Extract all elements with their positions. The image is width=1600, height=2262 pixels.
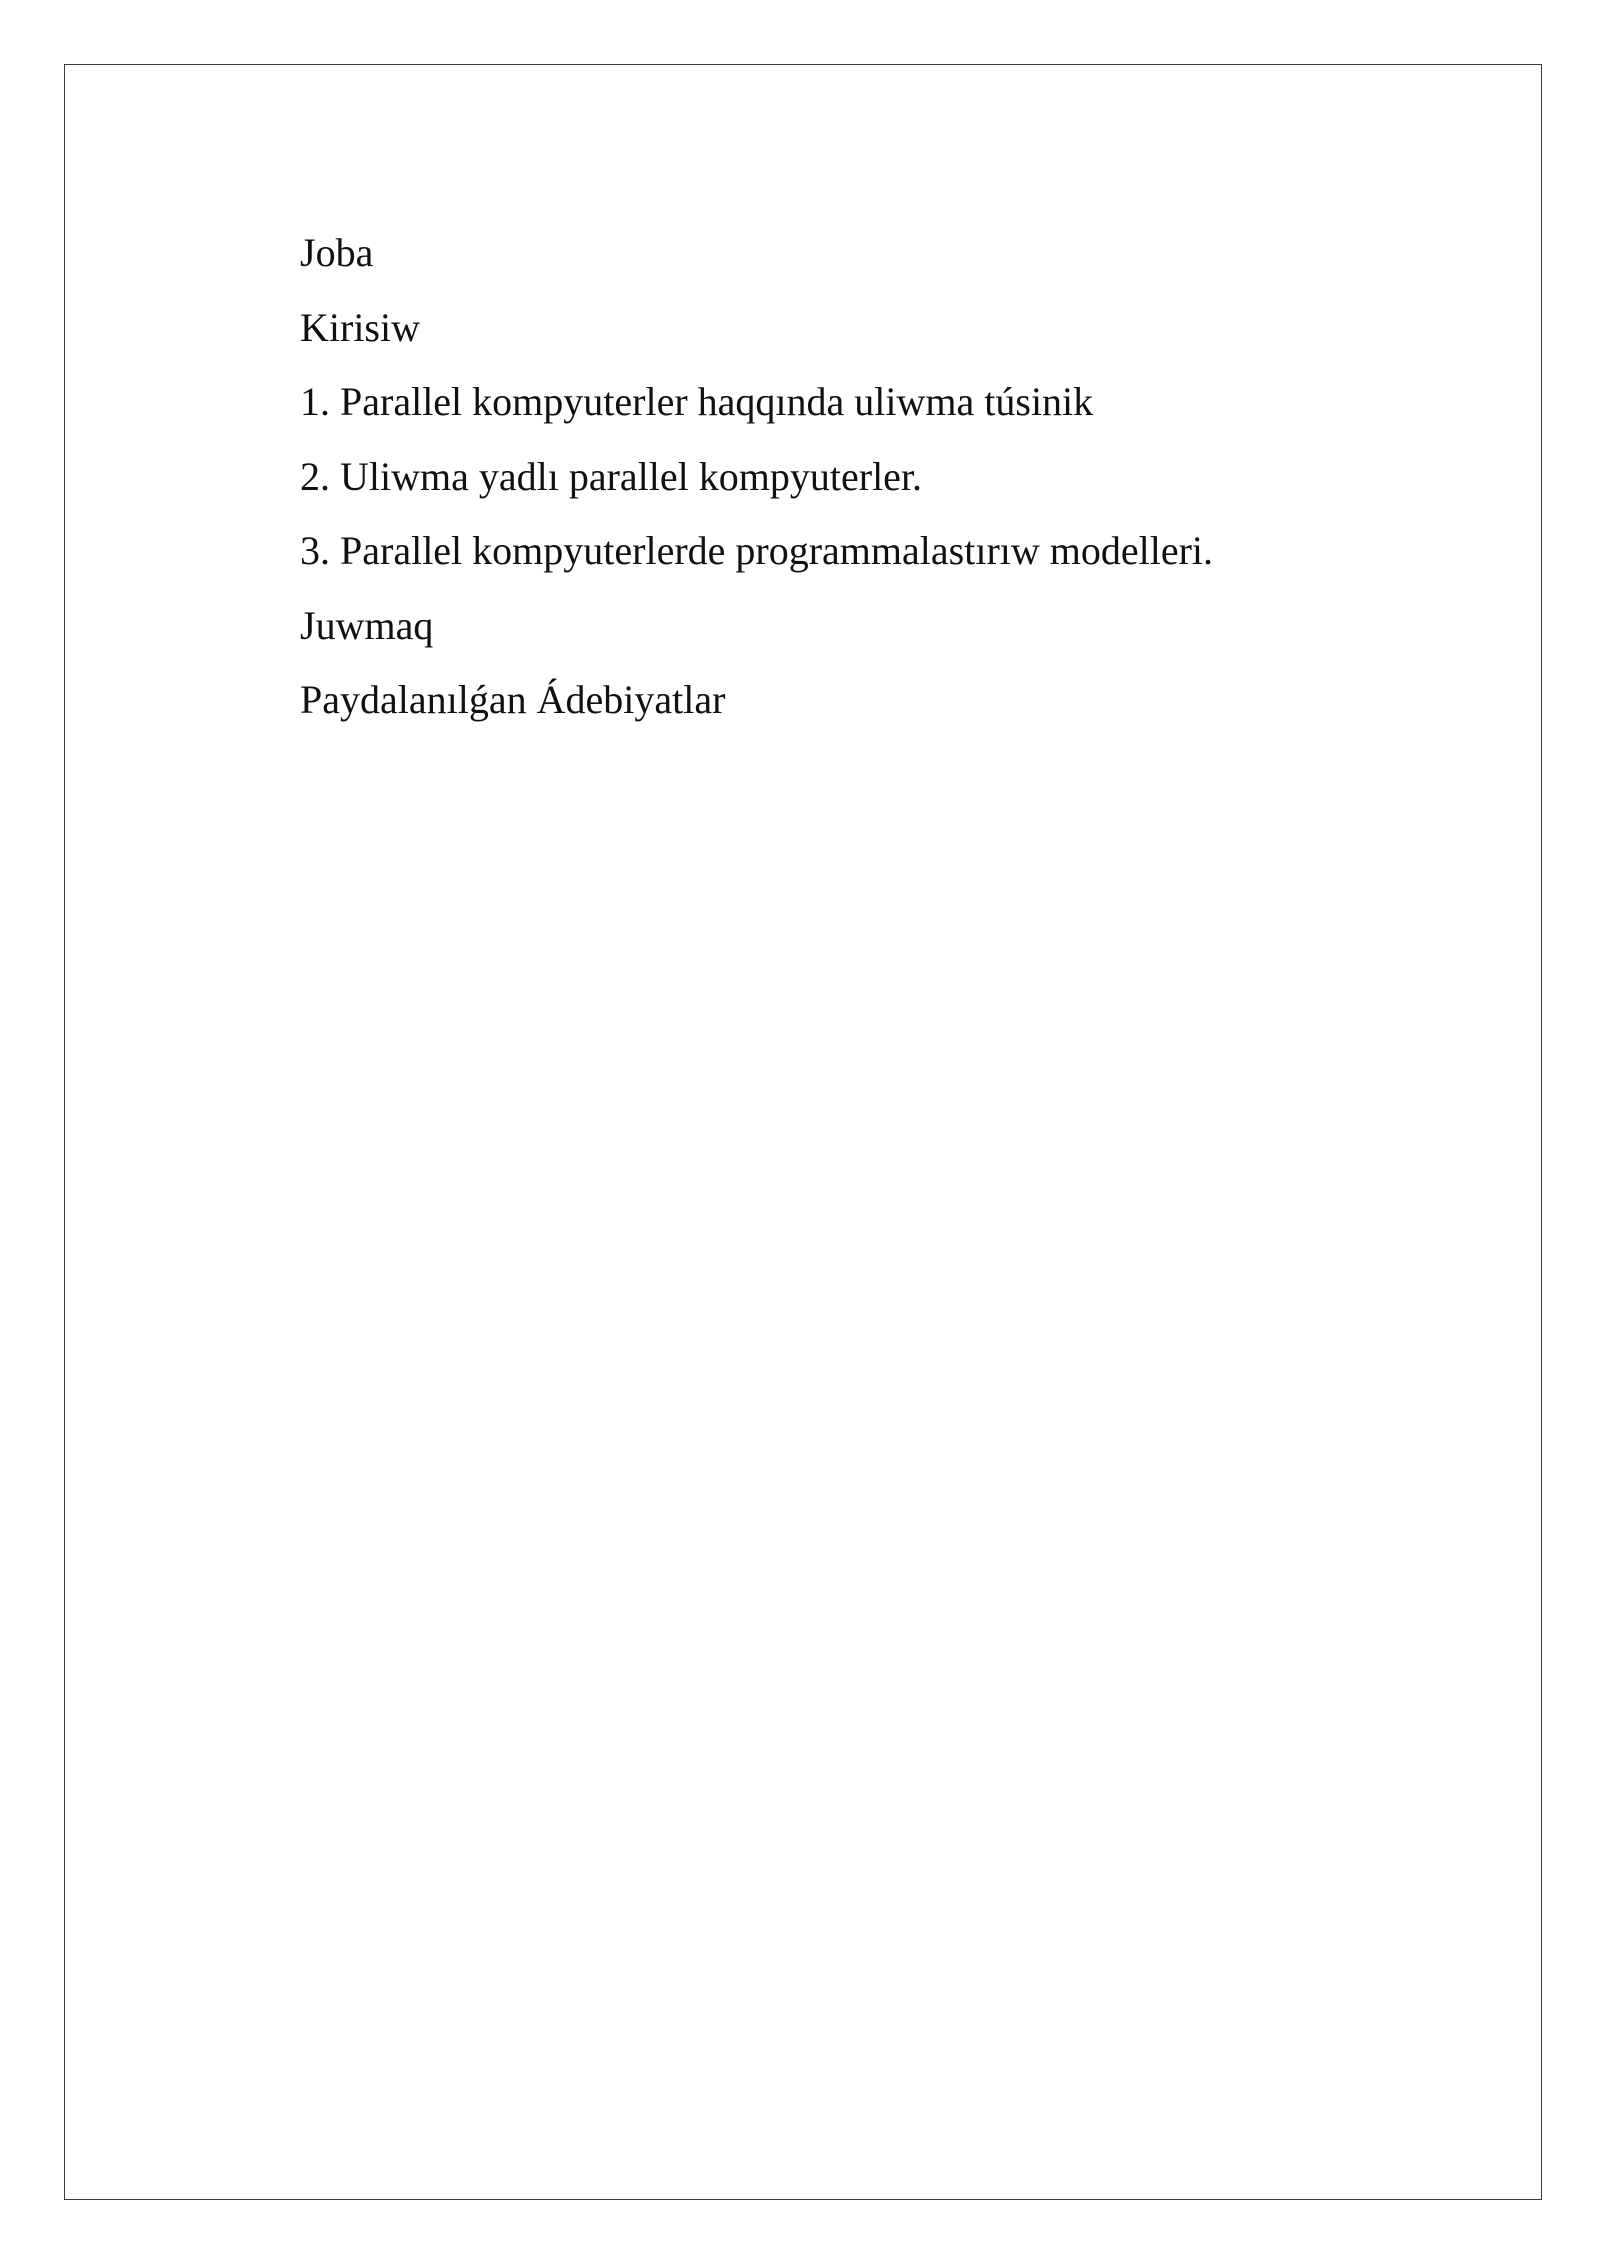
plan-item-3: 3. Parallel kompyuterlerde programmalastırıw modelleri. — [300, 528, 1214, 573]
plan-item-conclusion: Juwmaq — [300, 602, 434, 648]
plan-item-references: Paydalanılǵan Ádebiyatlar — [300, 677, 726, 722]
plan-heading: Joba — [300, 230, 374, 275]
plan-item-1: 1. Parallel kompyuterler haqqında uliwma túsinik — [300, 379, 1094, 424]
plan-item-introduction: Kirisiw — [300, 304, 420, 350]
document-body — [300, 222, 1213, 744]
plan-item-2: 2. Uliwma yadlı parallel kompyuterler. — [300, 453, 923, 499]
